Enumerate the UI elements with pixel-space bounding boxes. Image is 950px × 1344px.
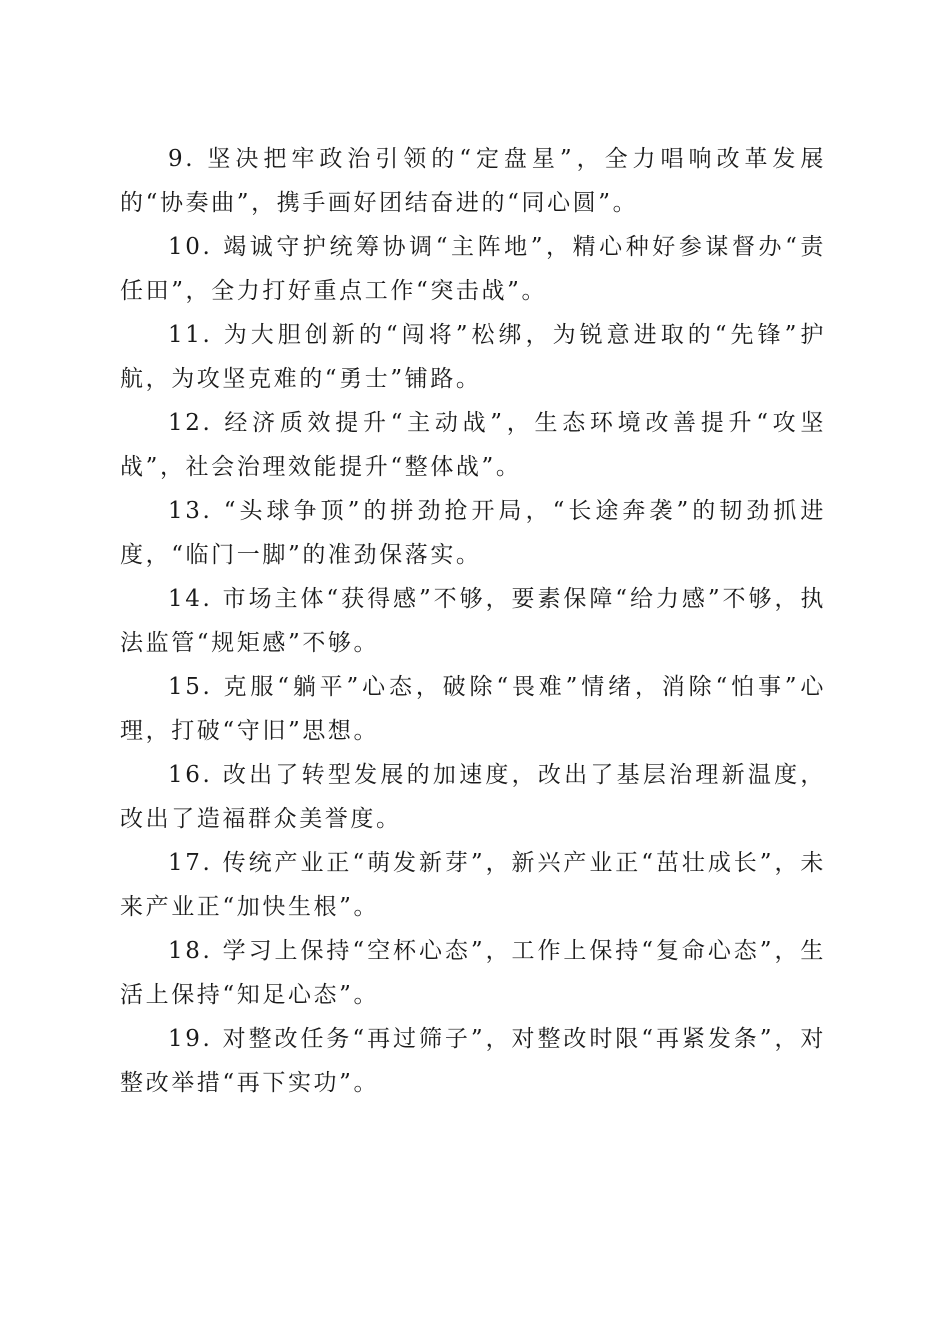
paragraph-item-16: 16. 改出了转型发展的加速度，改出了基层治理新温度，改出了造福群众美誉度。 [120,762,826,832]
paragraph-item-11: 11. 为大胆创新的“闯将”松绑，为锐意进取的“先锋”护航，为攻坚克难的“勇士”铺路。 [120,322,826,392]
paragraph-item-10: 10. 竭诚守护统筹协调“主阵地”，精心种好参谋督办“责任田”，全力打好重点工作“突击战”。 [120,234,826,304]
paragraph-item-15: 15. 克服“躺平”心态，破除“畏难”情绪，消除“怕事”心理，打破“守旧”思想。 [120,674,826,744]
paragraph-item-18: 18. 学习上保持“空杯心态”，工作上保持“复命心态”，生活上保持“知足心态”。 [120,938,826,1008]
paragraph-item-12: 12. 经济质效提升“主动战”，生态环境改善提升“攻坚战”，社会治理效能提升“整体战”。 [120,410,826,480]
paragraph-item-19: 19. 对整改任务“再过筛子”，对整改时限“再紧发条”，对整改举措“再下实功”。 [120,1026,826,1096]
document-body [120,137,826,1105]
paragraph-item-13: 13. “头球争顶”的拼劲抢开局，“长途奔袭”的韧劲抓进度，“临门一脚”的准劲保落实。 [120,498,826,568]
paragraph-item-9: 9. 坚决把牢政治引领的“定盘星”，全力唱响改革发展的“协奏曲”，携手画好团结奋进的“同心圆”。 [120,146,826,216]
paragraph-item-17: 17. 传统产业正“萌发新芽”，新兴产业正“茁壮成长”，未来产业正“加快生根”。 [120,850,826,920]
paragraph-item-14: 14. 市场主体“获得感”不够，要素保障“给力感”不够，执法监管“规矩感”不够。 [120,586,826,656]
